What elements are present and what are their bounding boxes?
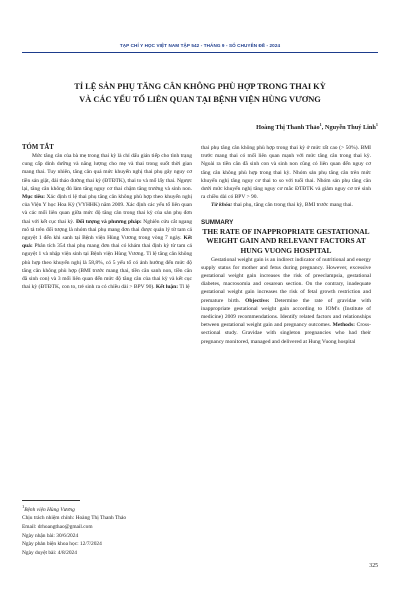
header-rule (22, 52, 378, 53)
author-2: Nguyễn Thuý Linh (324, 124, 376, 132)
abstract-body (22, 152, 192, 291)
author-1-affiliation: 1 (319, 122, 322, 127)
results-text-vi: Phân tích 354 thai phụ mang đơn thai có khám thai định kỳ từ tam cá nguyệt 1 và nhập viện sinh tại Bệnh viện Hùng Vương. Tỉ lệ tăng cân không phù hợp theo khuyến nghị là 58,8%, có 5 yếu tố có ảnh hưởng đến mức độ tăng cân không phù hợp (BMI trước mang thai, tiền căn sanh non, tiền căn đã sinh con) và 3 mối liên quan đến mức độ tăng cân của thai kỳ và kết cục thai kỳ (ĐTĐTK, con to, trẻ sinh ra có chiều dài > BPV 90). (22, 243, 193, 291)
left-column (22, 143, 192, 291)
footnote-divider (22, 500, 80, 501)
author-1: Hoàng Thị Thanh Thảo (256, 124, 320, 132)
responsible-author: Chịu trách nhiệm chính: Hoàng Thị Thanh Thảo (22, 515, 127, 522)
english-title: THE RATE OF INAPPROPRIATE GESTATIONAL WEIGHT GAIN AND RELEVANT FACTORS AT HUNG VUONG HOSPITAL (202, 226, 370, 256)
objective-text-vi: Xác định tỉ lệ thai phụ tăng cân không phù hợp theo khuyến nghị của Viện Y học Hoa Kỳ (VYHHK) năm 2009. Xác định các yếu tố liên quan và các mối liên quan giữa mức độ tăng cân trong thai kỳ của sản phụ đơn thai với kết cục thai kỳ. (22, 194, 193, 225)
results-label-vi: Kết quả: (22, 235, 192, 250)
summary-body (201, 256, 371, 346)
objective-text-en: Determine the rate of gravidae with inappropriate gestational weight gain according to IOM's (Institute of medicine) 2009 recommendations. Identify related factors and relationships between gestational weight gain and pregnancy outcomes. (201, 297, 372, 329)
keywords-text-vi: thai phụ, tăng cân trong thai kỳ, BMI trước mang thai. (233, 202, 353, 209)
methods-label-en: Methods: (332, 322, 355, 329)
author-separator: , (321, 124, 325, 132)
abstract-intro: Mức tăng cân của bà mẹ trong thai kỳ là chỉ dấu gián tiếp cho tình trạng cung cấp dinh dưỡng và năng lượng cho mẹ và thai trong suốt thời gian mang thai. Tuy nhiên, tăng cân quá mức khuyến nghị thai phụ gây nguy cơ tiền sản giật, đái tháo đường thai kỳ (ĐTĐTK), thai to và mổ lấy thai. Ngược lại, tăng cân không đủ làm tăng nguy cơ thai chậm tăng trưởng và sinh non. (22, 153, 192, 192)
summary-intro: Gestational weight gain is an indirect indicator of nutritional and energy supply status for mother and fetus during pregnancy. However, excessive gestational weight gain increases the risk of preeclampsia, gestational diabetes, macrosomia and cesarean section. On the contrary, inadequate gestational weight gain increases the risk of fetal growth restriction and premature birth. (201, 256, 371, 304)
methods-text-vi: Nghiên cứu cắt ngang mô tả trên đối tượng là nhóm thai phụ mang đơn thai được quản lý từ tam cá nguyệt 1 đến khi sanh tại Bệnh viện Hùng Vương trong vòng 7 ngày. (22, 218, 192, 242)
summary-heading: SUMMARY (201, 218, 234, 226)
author-2-affiliation: 1 (375, 122, 378, 127)
right-column (201, 144, 371, 346)
methods-label-vi: Đối tượng và phương pháp: (75, 218, 142, 225)
conclusion-text-vi: Tỉ lệ (179, 284, 190, 291)
page-number: 325 (369, 563, 378, 569)
abstract-heading: TÓM TẮT (22, 144, 54, 151)
objective-label-vi: Mục tiêu: (22, 194, 45, 201)
received-date: Ngày nhận bài: 30/6/2024 (22, 532, 79, 539)
affiliation-footnote (22, 503, 192, 514)
affiliation-text: Bệnh viện Hùng Vương (24, 506, 75, 513)
review-date: Ngày phản biện khoa học: 12/7/2024 (22, 541, 102, 548)
accepted-date: Ngày duyệt bài: 4/8/2024 (22, 549, 77, 556)
journal-header: TẠP CHÍ Y HỌC VIỆT NAM TẬP 542 - THÁNG 9 - SỐ CHUYÊN ĐỀ - 2024 (119, 43, 281, 48)
keywords-label-vi: Từ khóa: (211, 202, 233, 209)
keywords-vi (201, 201, 371, 209)
article-title-line-1: TỈ LỆ SẢN PHỤ TĂNG CÂN KHÔNG PHÙ HỢP TRONG THAI KỲ (74, 82, 326, 91)
conclusion-label-vi: Kết luận: (155, 284, 179, 291)
author-line (256, 122, 378, 131)
objective-label-en: Objective: (245, 297, 270, 304)
abstract-conclusion-continued: thai phụ tăng cân không phù hợp trong thai kỳ ở mức rất cao (> 50%). BMI trước mang thai có mối liên quan mạnh với mức tăng cân trong thai kỳ. Ngoài ra tiền căn đã sinh con và sinh non cũng có liên quan đến nguy cơ tăng cân không phù hợp trong thai kỳ. Nhóm sản phụ tăng cân trên mức khuyến nghị tăng nguy cơ thai to so với tuổi thai. Nhóm sản phụ tăng cân dưới mức khuyến nghị tăng nguy cơ mắc ĐTĐTK và giảm nguy cơ trẻ sinh ra chiều dài có BPV > 90. (201, 145, 371, 201)
affiliation-marker: 1 (22, 504, 25, 509)
methods-text-en: Cross-sectional study. Gravidae with singleton pregnancies who had their pregnancy monitored, managed and delivered at Hung Vuong hospital (201, 322, 372, 345)
contact-email: Email: drhoangthao@gmail.com (22, 523, 93, 530)
footnotes (22, 503, 192, 557)
article-title-line-2: VÀ CÁC YẾU TỐ LIÊN QUAN TẠI BỆNH VIỆN HÙNG VƯƠNG (79, 95, 321, 104)
